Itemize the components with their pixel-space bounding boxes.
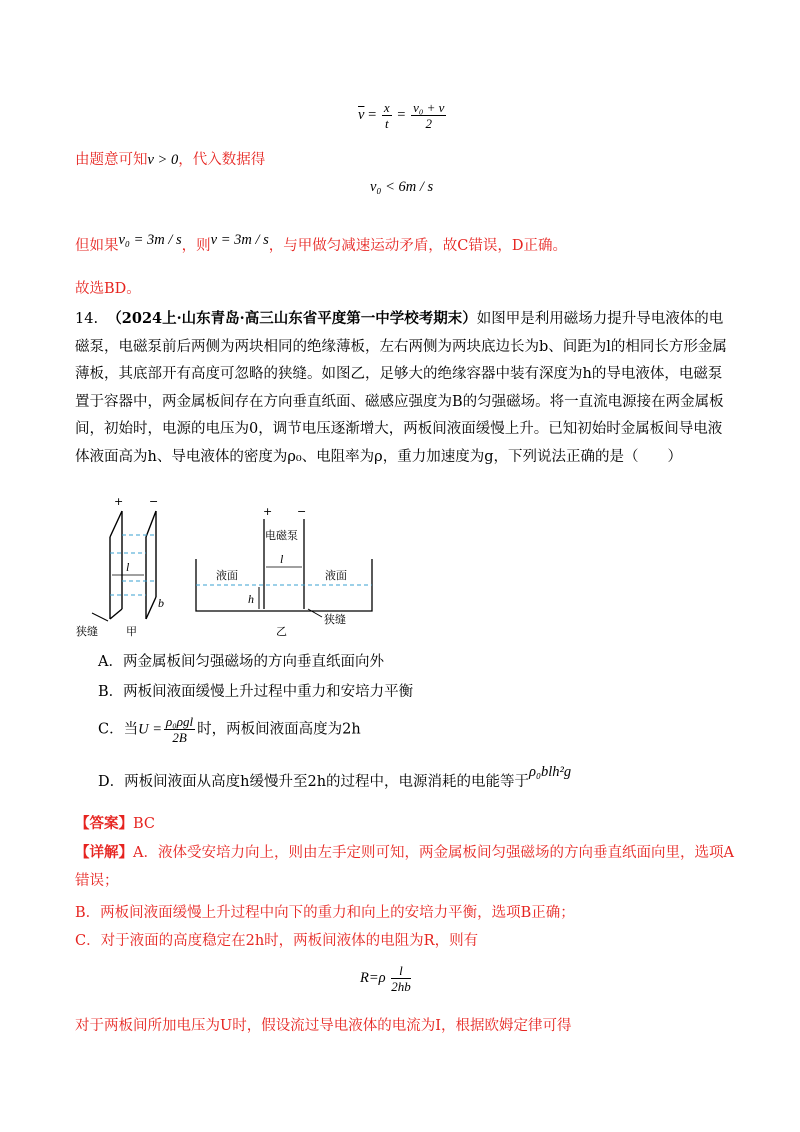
yi-left-surface-label: 液面 xyxy=(216,569,238,582)
jia-box xyxy=(110,511,156,619)
answer-label: 【答案】 xyxy=(75,815,133,832)
equation-v0-bound: v₀ < 6m / s xyxy=(370,179,434,195)
yi-h-label: h xyxy=(248,592,254,606)
eq1-lhs: $\overline{v}$ xyxy=(358,106,365,123)
option-a: A．两金属板间匀强磁场的方向垂直纸面向外 xyxy=(98,654,384,670)
option-c-prefix: C．当 xyxy=(98,721,139,738)
eq1-t: t xyxy=(384,116,389,131)
yi-right-surface-label: 液面 xyxy=(325,569,347,582)
given-prefix: 由题意可知 xyxy=(75,152,148,168)
eq1-frac-xt xyxy=(382,100,392,131)
eqR-num: l xyxy=(391,963,411,979)
if-suffix: ，与甲做匀减速运动矛盾，故C错误，D正确。 xyxy=(268,238,567,254)
option-b: B．两板间液面缓慢上升过程中重力和安培力平衡 xyxy=(98,684,414,700)
jia-liquid-lines xyxy=(110,535,156,595)
if-cond2: v = 3m / s xyxy=(210,232,269,248)
detail-c: C．对于液面的高度稳定在2h时，两板间液体的电阻为R，则有 xyxy=(75,933,479,949)
line-if xyxy=(75,232,567,256)
question-source: （2024上·山东青岛·高三山东省平度第一中学校考期末） xyxy=(107,310,477,327)
detail-a-text: A．液体受安培力向上，则由左手定则可知，两金属板间匀强磁场的方向垂直纸面向里，选项A错误； xyxy=(75,845,734,889)
line-choose: 故选BD。 xyxy=(75,281,141,297)
if-mid: ，则 xyxy=(181,238,211,254)
jia-l-label: l xyxy=(126,560,130,574)
eq1-num: v₀ + v xyxy=(413,100,445,115)
line-given xyxy=(75,150,265,170)
given-condition: v > 0 xyxy=(147,152,179,168)
option-c xyxy=(98,714,361,745)
jia-minus: − xyxy=(149,495,159,508)
option-c-lhs: U = xyxy=(138,721,162,738)
jia-gap-label: 狭缝 xyxy=(76,625,98,638)
option-d-text: D．两板间液面从高度h缓慢升至2h的过程中，电源消耗的电能等于 xyxy=(98,774,530,790)
yi-caption: 乙 xyxy=(276,625,287,638)
question-text: 如图甲是利用磁场力提升导电液体的电磁泵，电磁泵前后两侧为两块相同的绝缘薄板，左右两侧为两块底边长为b、间距为l的相同长方形金属薄板，其底部开有高度可忽略的狭缝。如图乙，足够大的绝缘容器中装有深度为h的导电液体，电磁泵置于容器中，两金属板间存在方向垂直纸面、磁感应强度为B的匀强磁场。将一直流电源接在两金属板间，初始时，电源的电压为0，调节电压逐渐增大，两板间液面缓慢上升。已知初始时金属板间导电液体液面高为h、导电液体的密度为ρ₀、电阻率为ρ，重力加速度为g，下列说法正确的是（ ） xyxy=(75,311,727,465)
answer-line xyxy=(75,814,155,834)
question-14 xyxy=(75,305,735,471)
option-d-expr: ρ₀blh²g xyxy=(529,764,572,780)
eq1-den: 2 xyxy=(425,116,433,131)
figure-jia xyxy=(70,495,180,645)
option-d xyxy=(98,764,572,792)
eqR-lhs: R=ρ xyxy=(360,969,386,986)
eqR-frac xyxy=(391,963,411,994)
answer-value: BC xyxy=(133,816,156,832)
jia-plus: + xyxy=(114,495,124,508)
eq1-x: x xyxy=(383,100,390,115)
detail-last: 对于两板间所加电压为U时，假设流过导电液体的电流为I，根据欧姆定律可得 xyxy=(75,1018,572,1034)
detail-b: B．两板间液面缓慢上升过程中向下的重力和向上的安培力平衡，选项B正确； xyxy=(75,905,575,921)
yi-plus: + xyxy=(263,505,273,518)
option-c-den: 2B xyxy=(172,730,187,745)
yi-l-label: l xyxy=(280,552,284,566)
yi-pump-label: 电磁泵 xyxy=(265,529,298,542)
jia-b-label: b xyxy=(158,596,164,610)
eqR-den: 2hb xyxy=(391,979,411,994)
option-c-frac xyxy=(164,714,195,745)
yi-gap-label: 狭缝 xyxy=(324,613,346,626)
eq1-frac-v xyxy=(411,100,446,131)
option-c-num: ρ₀ρgl xyxy=(166,714,194,729)
jia-caption: 甲 xyxy=(126,625,137,638)
detail-label: 【详解】 xyxy=(75,844,133,861)
equation-resistance xyxy=(360,963,413,994)
given-suffix: ，代入数据得 xyxy=(178,152,266,168)
equation-average-velocity: $\overline{v}$ = $\frac{x}{t}$ = $\frac{\text{v₀ + v}}{2}$ xyxy=(358,100,445,131)
if-prefix: 但如果 xyxy=(75,238,119,254)
option-c-suffix: 时，两板间液面高度为2h xyxy=(197,721,361,738)
if-cond1: v₀ = 3m / s xyxy=(118,232,182,248)
yi-minus: − xyxy=(297,505,307,518)
question-number: 14. xyxy=(75,311,99,327)
figure-yi xyxy=(190,505,380,640)
detail-a xyxy=(75,839,735,895)
